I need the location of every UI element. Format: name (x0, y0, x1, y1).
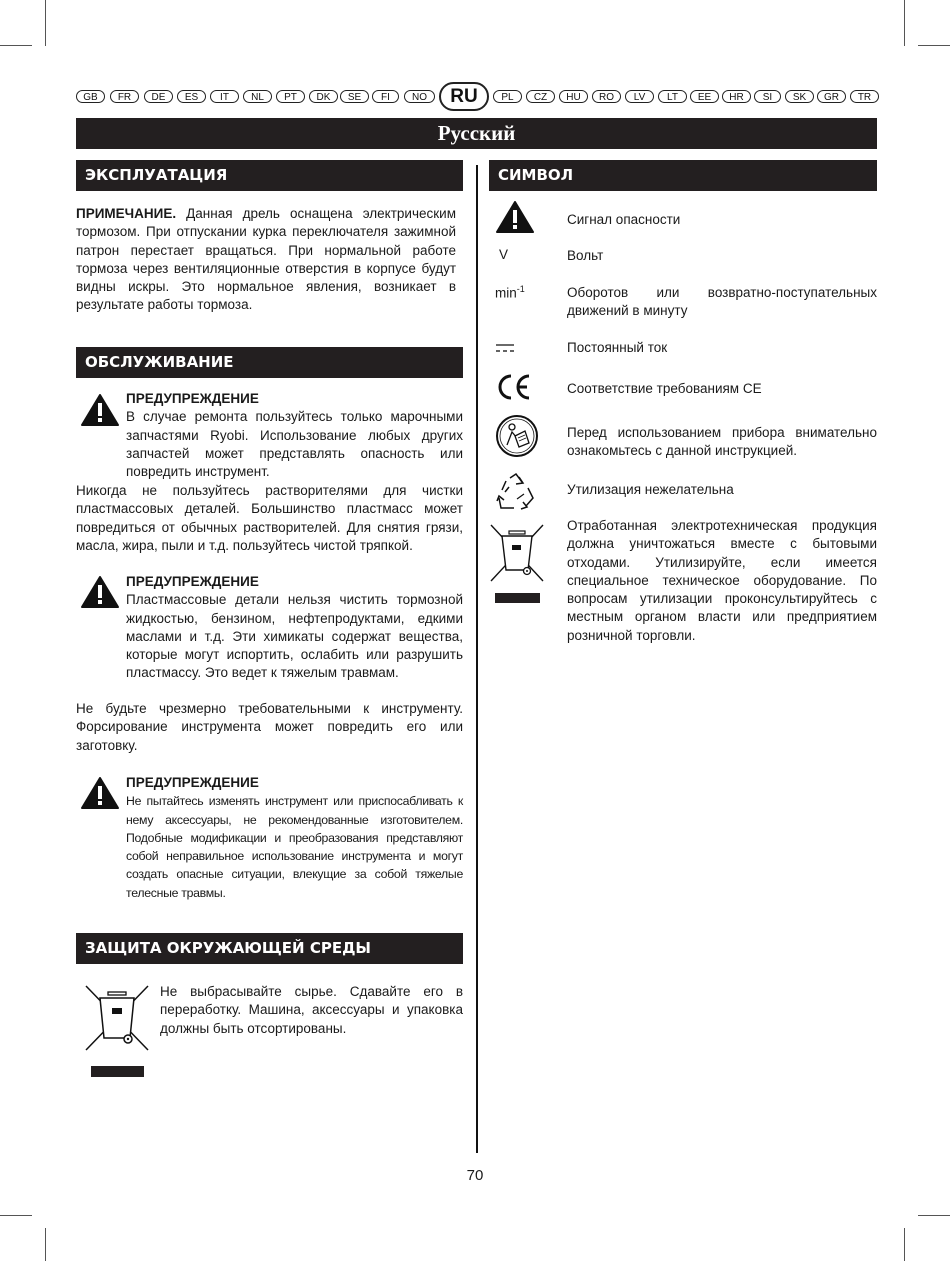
crop-mark (904, 1228, 905, 1261)
rpm-symbol (495, 284, 525, 301)
symbol-label-dc: Постоянный ток (567, 340, 668, 355)
note-label: ПРИМЕЧАНИЕ. (76, 206, 177, 221)
ce-mark-icon (495, 373, 533, 401)
lang-tab-fi[interactable]: FI (372, 90, 399, 103)
lang-tab-pl[interactable]: PL (493, 90, 522, 103)
lang-tab-it[interactable]: IT (210, 90, 239, 103)
crop-mark (45, 0, 46, 46)
lang-tab-ro[interactable]: RO (592, 90, 621, 103)
lang-tab-ee[interactable]: EE (690, 90, 719, 103)
column-divider (476, 165, 478, 1153)
symbol-label-recycle: Утилизация нежелательна (567, 482, 734, 497)
warning-triangle-icon (80, 776, 120, 810)
warning-3-text: Не пытайтесь изменять инструмент или приспосабливать к нему аксессуары, не рекомендованные изготовителем. Подобные модификации и преобразования представляют собой неправильное использование инструмента и могут создать опасные ситуации, влекущие за собой тяжелые телесные травмы. (126, 794, 463, 900)
direct-current-icon (495, 343, 515, 353)
warning-1-title: ПРЕДУПРЕЖДЕНИЕ (126, 391, 259, 406)
lang-tab-se[interactable]: SE (340, 90, 369, 103)
warning-1 (126, 390, 463, 481)
warning-2 (126, 573, 463, 683)
lang-tab-hu[interactable]: HU (559, 90, 588, 103)
crossed-bin-icon (84, 982, 150, 1078)
warning-2-text: Пластмассовые детали нельзя чистить тормозной жидкостью, бензином, нефтепродуктами, едкими маслами и т.д. Эти химикаты содержат вещества, которые могут испортить, ослабить или разрушить пластмассу. Это ведет к тяжелым травмам. (126, 592, 463, 681)
lang-tab-nl[interactable]: NL (243, 90, 272, 103)
warning-2-title: ПРЕДУПРЕЖДЕНИЕ (126, 574, 259, 589)
symbol-label-ce: Соответствие требованиям CE (567, 381, 762, 396)
crop-mark (0, 1215, 32, 1216)
lang-tab-pt[interactable]: PT (276, 90, 305, 103)
section-heading-maintenance: ОБСЛУЖИВАНИЕ (76, 347, 463, 378)
lang-tab-gr[interactable]: GR (817, 90, 846, 103)
crop-mark (904, 0, 905, 46)
section-heading-operation: ЭКСПЛУАТАЦИЯ (76, 160, 463, 191)
lang-tab-lv[interactable]: LV (625, 90, 654, 103)
operation-note (76, 205, 456, 315)
read-manual-icon (495, 414, 539, 458)
crop-mark (0, 45, 32, 46)
warning-triangle-icon (495, 200, 535, 234)
section-heading-symbols: СИМВОЛ (489, 160, 877, 191)
warning-3-title: ПРЕДУПРЕЖДЕНИЕ (126, 775, 259, 790)
crop-mark (45, 1228, 46, 1261)
symbol-label-weee: Отработанная электротехническая продукция должна уничтожаться вместе с бытовыми отходами. Утилизируйте, если имеется специальное техническое оборудование. По вопросам утилизации проконсультируйтесь с местным органом власти или предприятием розничной торговли. (567, 518, 877, 643)
symbol-label-rpm: Оборотов или возвратно-поступательных движений в минуту (567, 285, 877, 319)
lang-tab-sk[interactable]: SK (785, 90, 814, 103)
symbol-label-volt: Вольт (567, 248, 604, 263)
rpm-symbol-exponent: -1 (516, 284, 525, 294)
crop-mark (918, 45, 950, 46)
lang-tab-no[interactable]: NO (404, 90, 435, 103)
rpm-symbol-base: min (495, 285, 517, 301)
warning-triangle-icon (80, 575, 120, 609)
lang-tab-de[interactable]: DE (144, 90, 173, 103)
recycle-icon (495, 472, 537, 512)
lang-tab-cz[interactable]: CZ (526, 90, 555, 103)
lang-tab-hr[interactable]: HR (722, 90, 751, 103)
crossed-bin-icon (489, 523, 545, 605)
lang-tab-ru[interactable]: RU (439, 82, 489, 111)
crop-mark (918, 1215, 950, 1216)
maintenance-para-2: Не будьте чрезмерно требовательными к инструменту. Форсирование инструмента может повредить его или заготовку. (76, 701, 463, 753)
warning-3 (126, 774, 463, 902)
language-bar (76, 86, 876, 108)
lang-tab-gb[interactable]: GB (76, 90, 105, 103)
note-text: Данная дрель оснащена электрическим тормозом. При отпускании курка переключателя зажимной патрон перестает вращаться. При нормальной работе тормоза через вентиляционные отверстия в корпусе будут видны искры. Это нормальное явления, возникает в результате работы тормоза. (76, 206, 456, 313)
symbol-label-manual: Перед использованием прибора внимательно ознакомьтесь с данной инструкцией. (567, 425, 877, 459)
lang-tab-tr[interactable]: TR (850, 90, 879, 103)
lang-tab-dk[interactable]: DK (309, 90, 338, 103)
environment-text: Не выбрасывайте сырье. Сдавайте его в переработку. Машина, аксессуары и упаковка должны быть отсортированы. (160, 984, 463, 1036)
page-number: 70 (466, 1167, 484, 1184)
lang-tab-fr[interactable]: FR (110, 90, 139, 103)
page-title: Русский (76, 118, 877, 149)
lang-tab-si[interactable]: SI (754, 90, 781, 103)
lang-tab-es[interactable]: ES (177, 90, 206, 103)
volt-symbol: V (499, 247, 509, 262)
warning-triangle-icon (80, 393, 120, 427)
maintenance-para-1: Никогда не пользуйтесь растворителями для чистки пластмассовых деталей. Большинство пластмасс может повредиться от обычных растворителей. Для снятия грязи, масла, жира, пыли и т.д. пользуйтесь чистой тряпкой. (76, 483, 463, 553)
symbol-label-danger: Сигнал опасности (567, 212, 681, 227)
section-heading-environment: ЗАЩИТА ОКРУЖАЮЩЕЙ СРЕДЫ (76, 933, 463, 964)
lang-tab-lt[interactable]: LT (658, 90, 687, 103)
warning-1-text: В случае ремонта пользуйтесь только марочными запчастями Ryobi. Использование любых других запчастей может представлять опасность или повредить инструмент. (126, 409, 463, 480)
